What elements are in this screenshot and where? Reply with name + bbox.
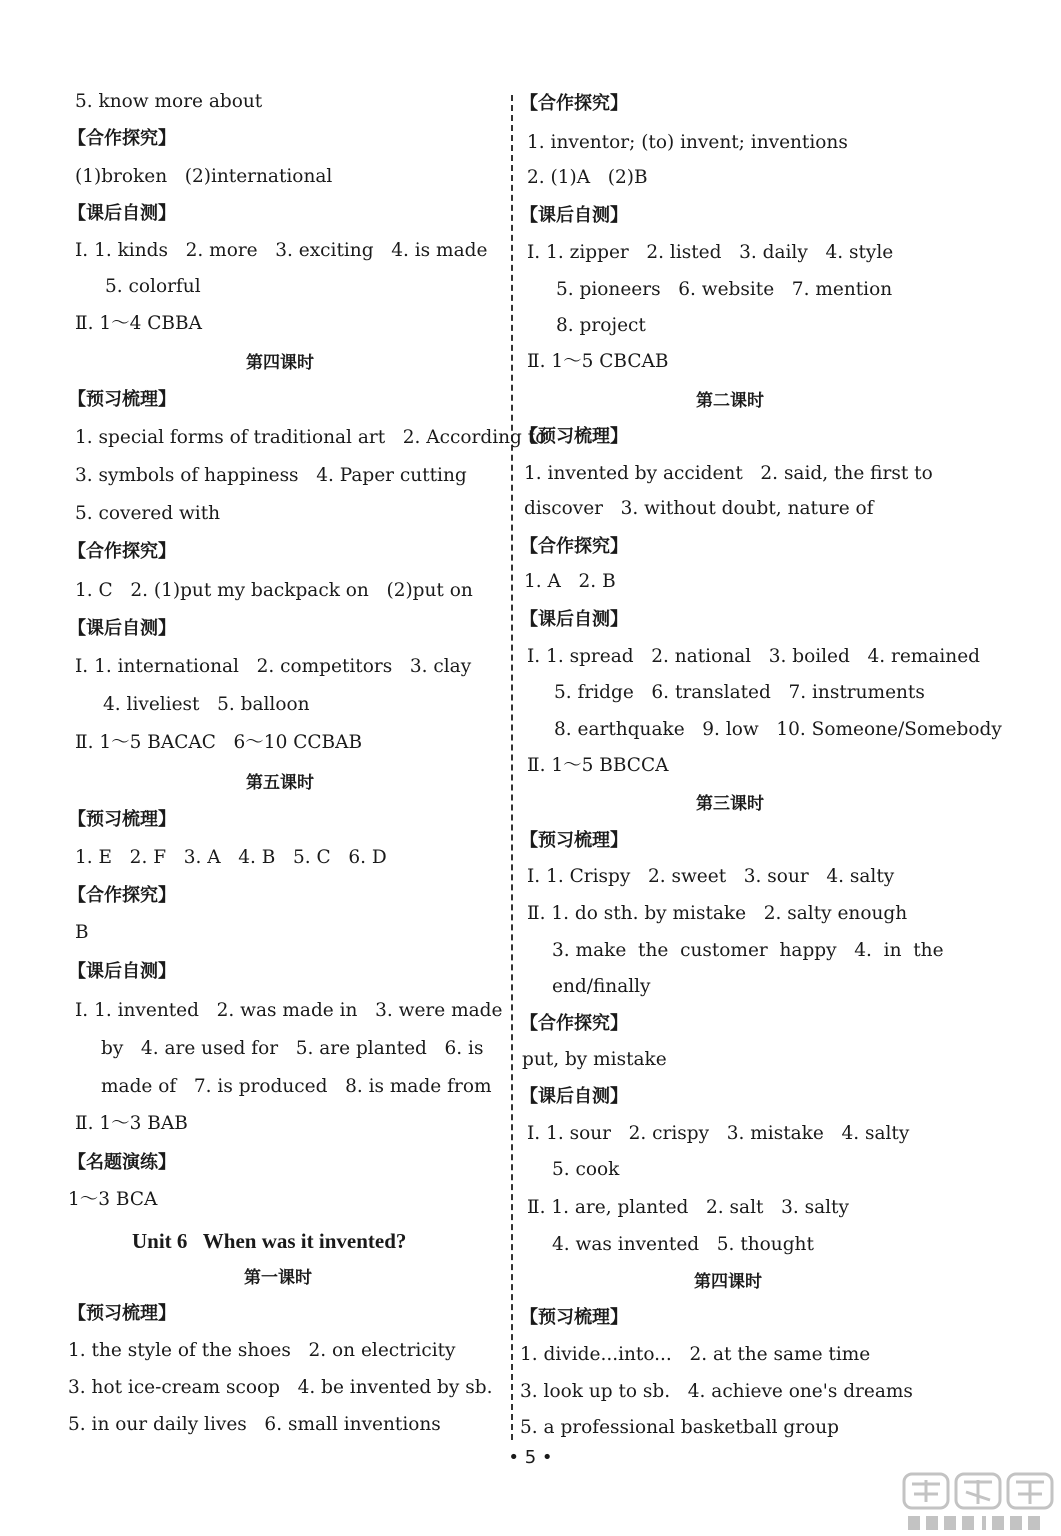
section-heading: 【合作探究】 — [520, 1013, 628, 1034]
answer-line: 5. colorful — [105, 276, 201, 297]
watermark-logo — [900, 1470, 1058, 1534]
section-heading: 【课后自测】 — [68, 203, 176, 224]
page-number: • 5 • — [508, 1447, 553, 1468]
answer-line: Ⅱ. 1～5 BACAC 6～10 CCBAB — [75, 732, 363, 753]
lesson-title: 第五课时 — [246, 773, 314, 793]
answer-line: Ⅱ. 1. are, planted 2. salt 3. salty — [527, 1197, 849, 1218]
answer-line: 3. look up to sb. 4. achieve one's dreams — [520, 1381, 913, 1402]
answer-line: 3. make the customer happy 4. in the — [552, 940, 944, 961]
section-heading: 【合作探究】 — [68, 885, 176, 906]
section-heading: 【合作探究】 — [68, 128, 176, 149]
answer-line: Ⅰ. 1. international 2. competitors 3. clay — [75, 656, 472, 677]
answer-line: 1～3 BCA — [68, 1189, 158, 1210]
section-heading: 【预习梳理】 — [520, 426, 628, 447]
answer-line: 3. symbols of happiness 4. Paper cutting — [75, 465, 467, 486]
lesson-title: 第四课时 — [246, 353, 314, 373]
answer-line: Ⅰ. 1. invented 2. was made in 3. were made — [75, 1000, 503, 1021]
section-heading: 【课后自测】 — [520, 1086, 628, 1107]
answer-line: Ⅰ. 1. spread 2. national 3. boiled 4. remained — [527, 646, 981, 667]
section-heading: 【预习梳理】 — [520, 1307, 628, 1328]
answer-line: Ⅰ. 1. sour 2. crispy 3. mistake 4. salty — [527, 1123, 910, 1144]
lesson-title: 第一课时 — [244, 1268, 312, 1288]
section-heading: 【课后自测】 — [68, 618, 176, 639]
answer-line: 5. cook — [552, 1159, 620, 1180]
answer-line: B — [75, 922, 89, 943]
section-heading: 【名题演练】 — [68, 1152, 176, 1173]
section-heading: 【合作探究】 — [520, 93, 628, 114]
unit-title: Unit 6 When was it invented? — [132, 1229, 407, 1253]
answer-line: 8. earthquake 9. low 10. Someone/Somebody — [554, 719, 1002, 740]
section-heading: 【预习梳理】 — [68, 809, 176, 830]
answer-line: 3. hot ice-cream scoop 4. be invented by sb. — [68, 1377, 493, 1398]
answer-line: 2. (1)A (2)B — [527, 167, 648, 188]
answer-line: Ⅰ. 1. zipper 2. listed 3. daily 4. style — [527, 242, 894, 263]
answer-line: 4. liveliest 5. balloon — [103, 694, 310, 715]
answer-line: 1. inventor; (to) invent; inventions — [527, 132, 848, 153]
answer-line: Ⅰ. 1. Crispy 2. sweet 3. sour 4. salty — [527, 866, 895, 887]
answer-line: 5. a professional basketball group — [520, 1417, 839, 1438]
answer-line: 5. know more about — [75, 91, 263, 112]
answer-line: 1. C 2. (1)put my backpack on (2)put on — [75, 580, 473, 601]
answer-line: 5. fridge 6. translated 7. instruments — [554, 682, 925, 703]
answer-line: (1)broken (2)international — [75, 166, 333, 187]
section-heading: 【预习梳理】 — [520, 830, 628, 851]
column-divider — [511, 95, 513, 1440]
section-heading: 【合作探究】 — [520, 536, 628, 557]
answer-line: 5. in our daily lives 6. small inventions — [68, 1414, 441, 1435]
answer-line: 1. invented by accident 2. said, the first to — [524, 463, 933, 484]
section-heading: 【预习梳理】 — [68, 1303, 176, 1324]
answer-line: Ⅱ. 1～5 CBCAB — [527, 351, 669, 372]
answer-line: Ⅱ. 1～3 BAB — [75, 1113, 188, 1134]
answer-line: made of 7. is produced 8. is made from — [101, 1076, 492, 1097]
section-heading: 【合作探究】 — [68, 541, 176, 562]
answer-line: 1. A 2. B — [524, 571, 616, 592]
answer-line: 5. pioneers 6. website 7. mention — [556, 279, 893, 300]
answer-line: 1. special forms of traditional art 2. According to — [75, 427, 547, 448]
answer-line: 1. divide...into... 2. at the same time — [520, 1344, 871, 1365]
section-heading: 【预习梳理】 — [68, 389, 176, 410]
section-heading: 【课后自测】 — [520, 205, 628, 226]
lesson-title: 第四课时 — [694, 1272, 762, 1292]
section-heading: 【课后自测】 — [68, 961, 176, 982]
answer-line: by 4. are used for 5. are planted 6. is — [101, 1038, 484, 1059]
answer-line: 1. E 2. F 3. A 4. B 5. C 6. D — [75, 847, 387, 868]
section-heading: 【课后自测】 — [520, 609, 628, 630]
answer-line: discover 3. without doubt, nature of — [524, 498, 874, 519]
answer-line: 1. the style of the shoes 2. on electricity — [68, 1340, 456, 1361]
answer-line: 8. project — [556, 315, 646, 336]
lesson-title: 第二课时 — [696, 391, 764, 411]
answer-line: put, by mistake — [522, 1049, 667, 1070]
answer-line: Ⅱ. 1～4 CBBA — [75, 313, 202, 334]
answer-line: Ⅱ. 1. do sth. by mistake 2. salty enough — [527, 903, 908, 924]
answer-line: 4. was invented 5. thought — [552, 1234, 814, 1255]
lesson-title: 第三课时 — [696, 794, 764, 814]
answer-line: 5. covered with — [75, 503, 221, 524]
answer-line: end/finally — [552, 976, 651, 997]
answer-line: Ⅰ. 1. kinds 2. more 3. exciting 4. is made — [75, 240, 488, 261]
answer-line: Ⅱ. 1～5 BBCCA — [527, 755, 669, 776]
